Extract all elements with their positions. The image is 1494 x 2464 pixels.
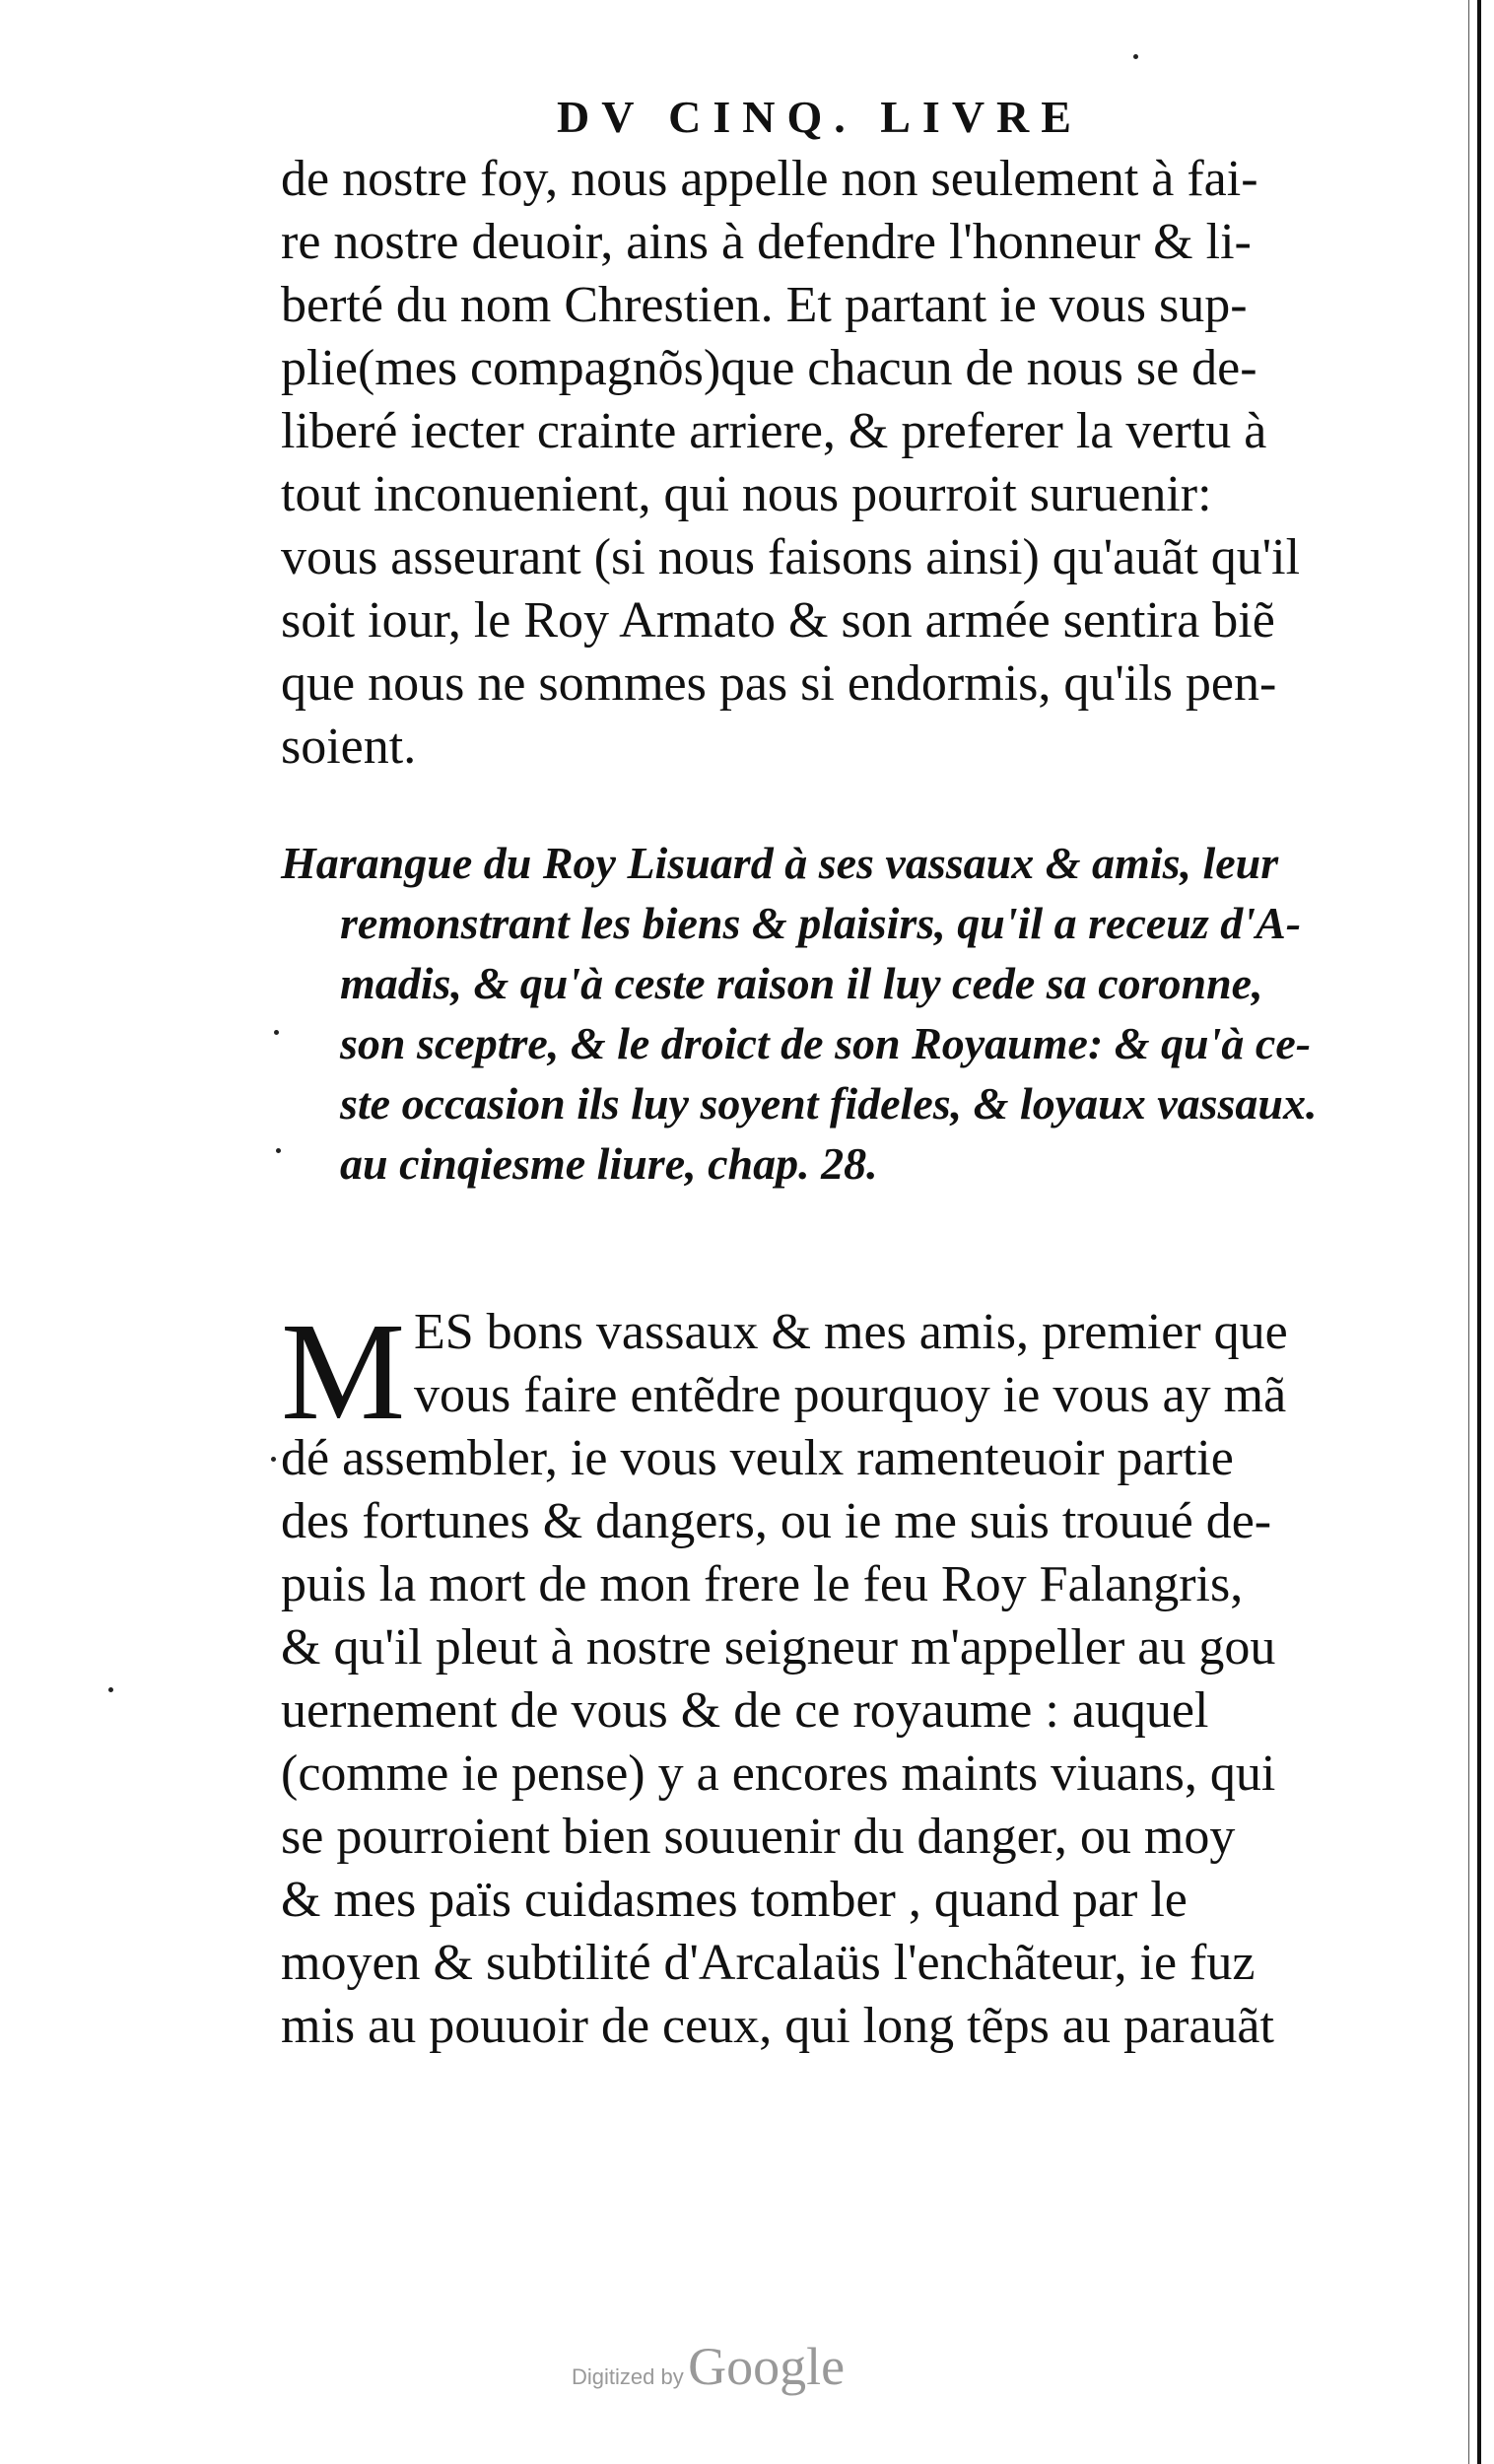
text-line: vous faire entẽdre pourquoy ie vous ay mã (414, 1367, 1287, 1423)
ink-speck (108, 1687, 113, 1692)
ink-speck (274, 1030, 279, 1035)
text-line: puis la mort de mon frere le feu Roy Falangris, (281, 1556, 1244, 1612)
heading-line: au cinqiesme liure, chap. 28. (340, 1138, 878, 1189)
heading-line: son sceptre, & le droict de son Royaume: & qu'à ce- (340, 1018, 1312, 1068)
ink-speck (1133, 54, 1138, 59)
text-line: (comme ie pense) y a encores maints viuans, qui (281, 1745, 1276, 1802)
text-line: des fortunes & dangers, ou ie me suis trouué de- (281, 1493, 1272, 1549)
text-line: vous asseurant (si nous faisons ainsi) qu'auãt qu'il (281, 529, 1301, 585)
text-line: ES bons vassaux & mes amis, premier que (414, 1304, 1288, 1360)
text-line: se pourroient bien souuenir du danger, ou moy (281, 1809, 1236, 1865)
ink-speck (271, 1457, 276, 1462)
heading-line: madis, & qu'à ceste raison il luy cede sa coronne, (340, 958, 1263, 1008)
heading-line: Harangue du Roy Lisuard à ses vassaux & amis, leur (281, 838, 1279, 888)
text-line: & qu'il pleut à nostre seigneur m'appeller au gou (281, 1619, 1276, 1676)
text-line: & mes païs cuidasmes tomber , quand par le (281, 1872, 1188, 1928)
text-line: liberé iecter crainte arriere, & preferer la vertu à (281, 403, 1267, 459)
digitization-watermark (572, 2336, 845, 2397)
digitized-label: Digitized by (572, 2364, 684, 2389)
text-line: de nostre foy, nous appelle non seulement à fai- (281, 151, 1258, 207)
page-edge-line (1468, 0, 1469, 2464)
heading-line: remonstrant les biens & plaisirs, qu'il a receuz d'A- (340, 898, 1302, 948)
ink-speck (276, 1148, 281, 1153)
text-line: soient. (281, 719, 417, 775)
text-line: tout inconuenient, qui nous pourroit suruenir: (281, 466, 1212, 522)
text-line: soit iour, le Roy Armato & son armée sentira biẽ (281, 592, 1275, 649)
running-head: DV CINQ. LIVRE (557, 92, 1083, 142)
text-line: dé assembler, ie vous veulx ramenteuoir partie (281, 1430, 1234, 1486)
chapter-heading (281, 833, 1385, 1194)
heading-line: ste occasion ils luy soyent fideles, & loyaux vassaux. (340, 1078, 1318, 1129)
drop-cap: M (281, 1293, 406, 1449)
text-line: plie(mes compagnõs)que chacun de nous se de- (281, 340, 1257, 396)
google-logo: Google (688, 2337, 846, 2396)
page-edge-rule (1477, 0, 1481, 2464)
paragraph-2 (281, 1293, 1394, 2058)
text-line: berté du nom Chrestien. Et partant ie vous sup- (281, 277, 1248, 333)
text-line: que nous ne sommes pas si endormis, qu'ils pen- (281, 655, 1277, 712)
paragraph-1 (281, 148, 1394, 779)
text-line: re nostre deuoir, ains à defendre l'honneur & li- (281, 214, 1252, 270)
text-line: uernement de vous & de ce royaume : auquel (281, 1682, 1209, 1739)
text-line: moyen & subtilité d'Arcalaüs l'enchãteur, ie fuz (281, 1935, 1256, 1991)
text-line: mis au pouuoir de ceux, qui long tẽps au parauãt (281, 1998, 1274, 2054)
